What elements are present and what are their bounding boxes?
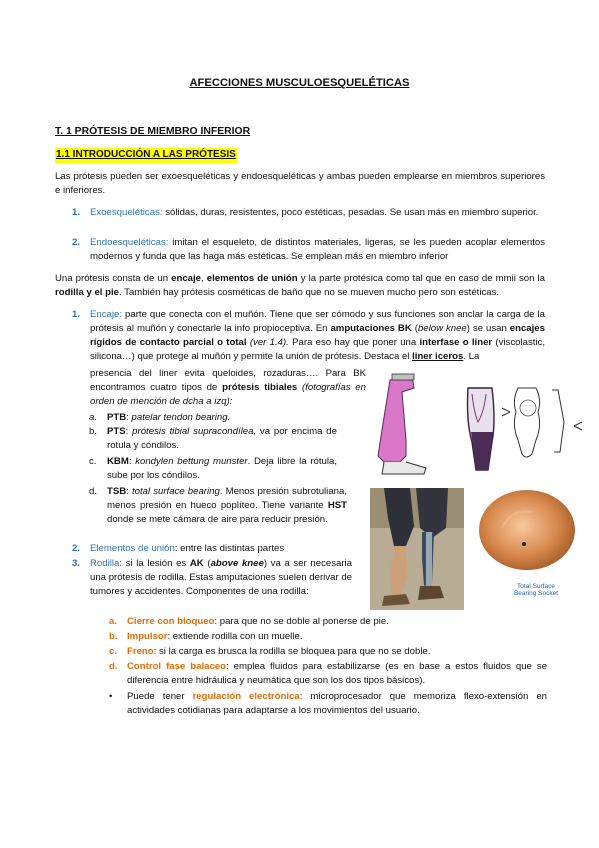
text: (viscolastic, silicona…) que protege al muñón y permite la unión de prótesis. Destaca el <box>90 336 546 362</box>
term: Freno <box>127 646 154 657</box>
term: Rodilla <box>90 558 120 569</box>
list-item-freno <box>109 645 547 659</box>
text: Para eso hay que poner una <box>288 336 420 348</box>
bold-term: prótesis tibiales <box>222 381 298 393</box>
list-item-regulacion <box>109 690 547 718</box>
text: presencia del liner evita queloides, rozaduras…. Para BK encontramos cuatro tipos de <box>90 368 366 393</box>
section-heading: T. 1 PRÓTESIS DE MIEMBRO INFERIOR <box>55 126 251 137</box>
bold-term: TSB <box>107 486 127 497</box>
text: Puede tener <box>127 691 193 702</box>
patient-prosthesis-photo <box>370 488 464 610</box>
list-number: 1. <box>72 207 81 218</box>
text: : <box>126 412 132 423</box>
term: Cierre con bloqueo <box>127 616 215 627</box>
list-item-union <box>72 542 285 556</box>
text: . Deja libre la rótula, sube por los cóndilos. <box>107 456 337 481</box>
list-number: 1. <box>72 309 81 320</box>
text: , va por encima de rotula y cóndilos. <box>107 426 337 451</box>
italic-term: kondylen bettung munster <box>135 456 248 467</box>
text: . La <box>463 350 480 362</box>
text: parte que conecta con el muñón. Tiene que ser cómodo y sus funciones son anclar la carga de la prótesis al muñón y conectarle la info propioceptiva. En <box>90 309 545 334</box>
intro-paragraph: Las prótesis pueden ser exoesqueléticas y endoesqueléticas y ambas pueden emplearse en miembros superiores e inferiores. <box>55 171 545 196</box>
text: ( <box>203 558 211 569</box>
bold-term: amputaciones BK <box>330 322 412 334</box>
term: Endoesqueléticas: <box>90 237 169 248</box>
bold-term: encaje <box>171 273 202 284</box>
bold-term: interfase o liner <box>419 336 493 348</box>
bold-term: liner iceros <box>412 350 464 362</box>
list-number: 2. <box>72 237 81 248</box>
italic-term: total surface bearing <box>131 486 220 497</box>
text: : si la carga es brusca la rodilla se bloquea para que no se doble. <box>153 646 431 657</box>
text: : microprocesador que memoriza flexo-extensión en actividades cotidianas para adaptarse a los movimientos del usuario. <box>127 691 547 716</box>
italic-term: (fotografías en orden de mención de dcha a izq): <box>90 381 366 407</box>
text: Una prótesis consta de un <box>55 273 172 284</box>
list-item-encaje <box>72 308 546 364</box>
bold-italic-term: above knee <box>210 558 264 569</box>
list-letter: b. <box>109 631 118 642</box>
text: : <box>126 486 132 497</box>
list-letter: a. <box>109 616 118 627</box>
list-letter: d. <box>109 661 118 672</box>
term: Exoesqueléticas: <box>90 207 163 218</box>
text: ) se usan <box>466 322 510 334</box>
term: Control fase balaceo <box>127 661 226 672</box>
list-letter: d. <box>89 486 98 497</box>
list-letter: c. <box>89 456 97 467</box>
text: : si la lesión es <box>119 558 190 569</box>
consta-paragraph <box>55 272 545 300</box>
italic-term: prótesis tibial supracondílea <box>132 426 254 437</box>
text: : <box>125 426 133 437</box>
text: y la parte protésica como tal que en caso de mmii son la <box>297 273 545 284</box>
caption-line: Bearing Socket <box>513 590 559 598</box>
list-letter: b. <box>89 426 98 437</box>
list-item-exoesqueleticas <box>72 206 545 220</box>
text: . Menos presión subrotuliana, menos presión en hueco poplíteo. Tiene variante <box>107 486 347 511</box>
bullet: • <box>109 691 113 702</box>
definition: sólidas, duras, resistentes, poco estéticas, pesadas. Se usan más en miembro superior. <box>162 207 539 218</box>
list-item-control-balaceo <box>109 660 547 688</box>
term: Impulsor <box>127 631 168 642</box>
text: : extiende rodilla con un muelle. <box>167 631 303 642</box>
text: : entre las distintas partes <box>174 543 285 554</box>
term: regulación electrónica <box>192 691 300 702</box>
list-item-endoesqueleticas <box>72 236 545 264</box>
list-item-cierre <box>109 615 547 629</box>
list-letter: c. <box>109 646 118 657</box>
text: . También hay prótesis cosméticas de baño que no se mueven mucho pero son estéticas. <box>118 286 500 298</box>
caption-line: Total Surface <box>517 583 555 590</box>
text: ) va a ser necesaria una prótesis de rodilla. Estas amputaciones suelen derivar de tumores y accidentes. Componentes de una rodilla: <box>90 558 352 597</box>
term: Elementos de unión <box>90 543 175 554</box>
list-item-pts <box>89 425 337 453</box>
subsection-heading: 1.1 INTRODUCCIÓN A LAS PRÓTESIS <box>55 148 237 163</box>
list-number: 3. <box>72 558 81 569</box>
text: : <box>128 456 136 467</box>
term: Encaje: <box>90 309 122 320</box>
text: ( <box>411 322 418 334</box>
list-letter: a. <box>89 412 98 423</box>
socket-caption <box>506 583 566 598</box>
list-item-rodilla <box>72 557 352 599</box>
prosthetic-leg-image <box>362 370 454 482</box>
encaje-continued <box>90 367 366 409</box>
bold-term: encajes rígidos de contacto parcial o total <box>90 322 545 348</box>
list-item-ptb <box>89 411 337 425</box>
list-item-tsb <box>89 485 347 527</box>
socket-diagrams-image <box>462 382 588 474</box>
page-title: AFECCIONES MUSCULOESQUELÉTICAS <box>189 77 410 89</box>
bold-term: AK <box>189 558 204 569</box>
list-item-impulsor <box>109 630 547 644</box>
bold-term: KBM <box>107 456 129 467</box>
bold-term: elementos de unión <box>206 273 298 284</box>
list-item-kbm <box>89 455 337 483</box>
bold-term: HST <box>327 499 347 511</box>
list-number: 2. <box>72 543 81 554</box>
bold-term: PTB <box>107 412 127 423</box>
italic-term: (ver 1.4). <box>249 336 289 348</box>
text: : para que no se doble al ponerse de pie. <box>214 616 389 627</box>
bold-term: PTS <box>107 426 126 437</box>
text: donde se mete cámara de aire para reducir presión. <box>107 513 328 525</box>
text: : emplea fluidos para estabilizarse (es en base a estos fluidos que se diferencia entre hidráulica y neumática que son los dos tipos básicos). <box>127 661 547 686</box>
italic-term: below knee <box>417 322 467 334</box>
bold-term: rodilla y el pie <box>55 286 119 298</box>
total-surface-socket-image <box>472 488 584 594</box>
italic-term: patelar tendon bearing. <box>131 412 231 423</box>
text: , <box>201 273 207 284</box>
definition: imitan el esqueleto, de distintos materiales, ligeras, se les pueden acoplar elementos modernos y funda que las haga más estéticas. Se emplean más en miembro inferior <box>90 237 545 262</box>
